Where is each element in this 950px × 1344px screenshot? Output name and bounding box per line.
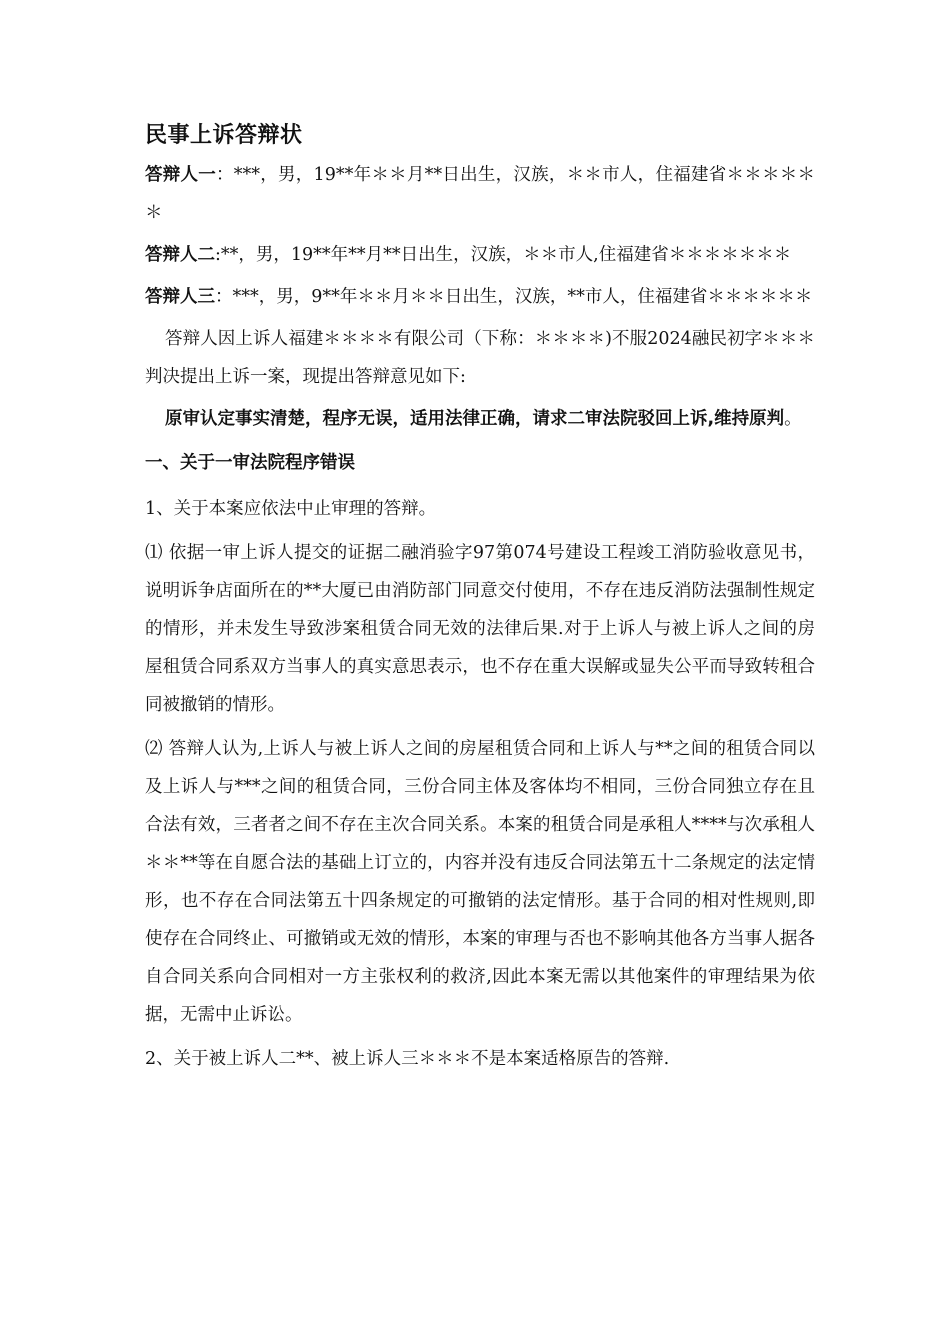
item-2: 2、关于被上诉人二**、被上诉人三＊＊＊不是本案适格原告的答辩. (145, 1049, 670, 1069)
document-page (145, 118, 815, 1084)
respondent-1-details: ：***，男，19**年＊＊月**日出生，汉族，＊＊市人，住福建省＊＊＊＊＊＊ (145, 165, 815, 223)
respondent-3-details: ：***，男，9**年＊＊月＊＊日出生，汉族，**市人，住福建省＊＊＊＊＊＊ (215, 287, 813, 307)
respondent-1 (145, 156, 815, 232)
respondent-2-details: :**，男，19**年**月**日出生，汉族，＊＊市人,住福建省＊＊＊＊＊＊＊ (215, 245, 792, 265)
main-opinion-text: 原审认定事实清楚，程序无误，适用法律正确，请求二审法院驳回上诉,维持原判 (165, 409, 785, 429)
document-title: 民事上诉答辩状 (145, 123, 303, 148)
respondent-2-label: 答辩人二 (145, 245, 215, 265)
section-1-heading: 一、关于一审法院程序错误 (145, 453, 355, 473)
respondent-1-label: 答辩人一 (145, 165, 217, 185)
main-opinion (145, 400, 815, 438)
respondent-3-label: 答辩人三 (145, 287, 215, 307)
sub-item-1: ⑴ 依据一审上诉人提交的证据二融消验字97第074号建设工程竣工消防验收意见书，说明诉争店面所在的**大厦已由消防部门同意交付使用，不存在违反消防法强制性规定的情形，并未发生导致涉案租赁合同无效的法律后果.对于上诉人与被上诉人之间的房屋租赁合同系双方当事人的真实意思表示，也不存在重大误解或显失公平而导致转租合同被撤销的情形。 (145, 543, 815, 715)
intro-paragraph: 答辩人因上诉人福建＊＊＊＊有限公司（下称：＊＊＊＊)不服2024融民初字＊＊＊判决提出上诉一案，现提出答辩意见如下: (145, 329, 815, 387)
main-opinion-period: 。 (784, 409, 802, 429)
respondent-2 (145, 236, 815, 274)
item-1: 1、关于本案应依法中止审理的答辩。 (145, 499, 437, 519)
respondent-3 (145, 278, 815, 316)
sub-item-2: ⑵ 答辩人认为,上诉人与被上诉人之间的房屋租赁合同和上诉人与**之间的租赁合同以及上诉人与***之间的租赁合同，三份合同主体及客体均不相同，三份合同独立存在且合法有效，三者者之间不存在主次合同关系。本案的租赁合同是承租人****与次承租人＊＊**等在自愿合法的基础上订立的，内容并没有违反合同法第五十二条规定的法定情形，也不存在合同法第五十四条规定的可撤销的法定情形。基于合同的相对性规则,即使存在合同终止、可撤销或无效的情形，本案的审理与否也不影响其他各方当事人据各自合同关系向合同相对一方主张权利的救济,因此本案无需以其他案件的审理结果为依据，无需中止诉讼。 (145, 739, 815, 1025)
